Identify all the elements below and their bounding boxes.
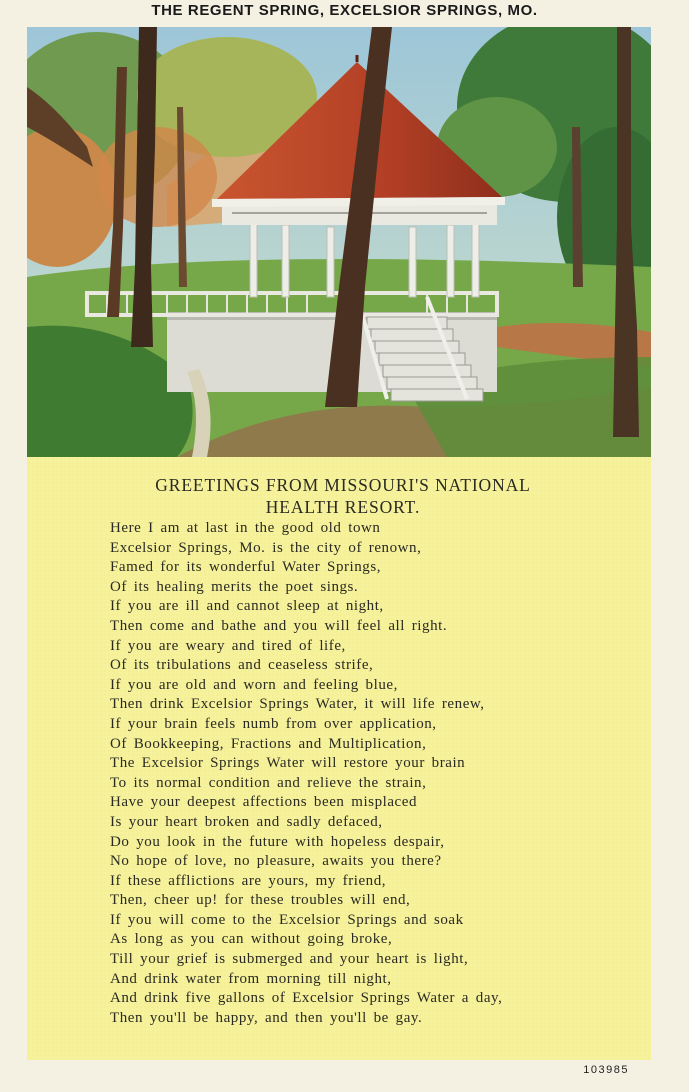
greetings-panel [27,457,651,1060]
poem-line: Then drink Excelsior Springs Water, it will life renew, [110,696,485,713]
poem-line: Of its tribulations and ceaseless strife, [110,657,374,674]
poem-line: Here I am at last in the good old town [110,520,381,536]
poem-line: Then you'll be happy, and then you'll be gay. [110,1009,423,1026]
poem-line: As long as you can without going broke, [110,931,393,948]
poem-line: The Excelsior Springs Water will restore your brain [110,755,466,772]
poem-line: If these afflictions are yours, my friend, [110,872,387,889]
poem-line: Famed for its wonderful Water Springs, [110,559,382,576]
poem-line: Have your deepest affections been misplaced [110,794,418,811]
heading-line-1: GREETINGS FROM MISSOURI'S NATIONAL [155,475,531,495]
serial-number: 103985 [583,1064,629,1076]
poem-line: If you are weary and tired of life, [110,637,346,654]
greetings-heading [27,475,659,518]
poem-line: If you are ill and cannot sleep at night, [110,598,384,615]
poem-line: To its normal condition and relieve the strain, [110,774,427,791]
poem-line: Is your heart broken and sadly defaced, [110,813,383,830]
poem-line: Till your grief is submerged and your heart is light, [110,951,469,968]
poem-line: If you will come to the Excelsior Springs and soak [110,911,464,928]
postcard-caption: THE REGENT SPRING, EXCELSIOR SPRINGS, MO. [151,2,538,19]
poem-line: And drink five gallons of Excelsior Springs Water a day, [110,990,503,1007]
poem-line: Of its healing merits the poet sings. [110,578,359,595]
poem-line: And drink water from morning till night, [110,970,392,987]
gazebo-illustration [27,27,651,457]
heading-line-2: HEALTH RESORT. [265,496,421,517]
poem-line: Do you look in the future with hopeless despair, [110,833,445,850]
poem-line: Then, cheer up! for these troubles will end, [110,892,411,909]
poem-line: Of Bookkeeping, Fractions and Multiplication, [110,735,427,752]
poem-line: Excelsior Springs, Mo. is the city of renown, [110,539,422,556]
poem-line: No hope of love, no pleasure, awaits you there? [110,853,442,870]
poem-line: If you are old and worn and feeling blue, [110,676,398,693]
poem-line: Then come and bathe and you will feel all right. [110,617,448,634]
poem-line: If your brain feels numb from over application, [110,715,437,732]
poem [110,519,640,1028]
